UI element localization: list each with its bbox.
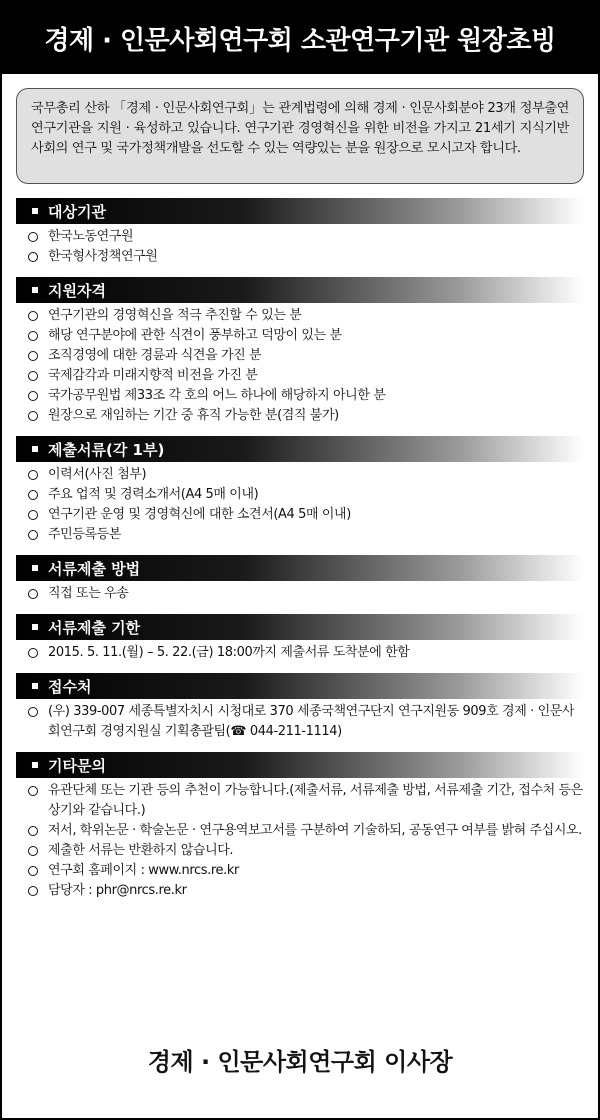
section-title: 지원자격 [48, 281, 106, 300]
circle-bullet-icon [28, 530, 38, 540]
circle-bullet-icon [28, 886, 38, 896]
square-bullet-icon [32, 208, 38, 214]
circle-bullet-icon [28, 371, 38, 381]
list-item [16, 643, 584, 663]
circle-bullet-icon [28, 510, 38, 520]
page-title: 경제 · 인문사회연구회 소관연구기관 원장초빙 [2, 2, 598, 74]
list-item [16, 386, 584, 406]
item-text: (우) 339-007 세종특별자치시 시청대로 370 세종국책연구단지 연구지원동 909호 경제 · 인문사회연구회 경영지원실 기획총괄팀(☎ 044-211-1114) [48, 704, 575, 739]
signature: 경제 · 인문사회연구회 이사장 [147, 1048, 453, 1076]
item-text: 직접 또는 우송 [48, 586, 129, 601]
square-bullet-icon [32, 565, 38, 571]
circle-bullet-icon [28, 470, 38, 480]
item-text: 국가공무원법 제33조 각 호의 어느 하나에 해당하지 아니한 분 [48, 388, 386, 403]
section-submission-method [16, 555, 584, 604]
list-item [16, 881, 584, 901]
section-title: 기타문의 [48, 756, 106, 775]
list-item [16, 781, 584, 821]
circle-bullet-icon [28, 252, 38, 262]
circle-bullet-icon [28, 846, 38, 856]
circle-bullet-icon [28, 826, 38, 836]
circle-bullet-icon [28, 786, 38, 796]
section-documents [16, 436, 584, 545]
list-item [16, 346, 584, 366]
item-text: 유관단체 또는 기관 등의 추천이 가능합니다.(제출서류, 서류제출 방법, 서류제출 기간, 접수처 등은 상기와 같습니다.) [48, 783, 583, 818]
list-item [16, 861, 584, 881]
item-text: 조직경영에 대한 경륜과 식견을 가진 분 [48, 348, 262, 363]
circle-bullet-icon [28, 331, 38, 341]
section-target-institutions [16, 198, 584, 267]
item-text: 주요 업적 및 경력소개서(A4 5매 이내) [48, 487, 259, 502]
list-item [16, 485, 584, 505]
item-list [16, 224, 584, 267]
item-text: 한국형사정책연구원 [48, 249, 158, 264]
item-text: 국제감각과 미래지향적 비전을 가진 분 [48, 368, 258, 383]
item-text: 한국노동연구원 [48, 229, 134, 244]
circle-bullet-icon [28, 648, 38, 658]
item-text: 해당 연구분야에 관한 식견이 풍부하고 덕망이 있는 분 [48, 328, 342, 343]
item-text: 2015. 5. 11.(월) – 5. 22.(금) 18:00까지 제출서류 도착분에 한함 [48, 645, 410, 660]
section-header [16, 555, 584, 581]
circle-bullet-icon [28, 232, 38, 242]
item-text: 제출한 서류는 반환하지 않습니다. [48, 843, 234, 858]
circle-bullet-icon [28, 311, 38, 321]
item-text: 저서, 학위논문 · 학술논문 · 연구용역보고서를 구분하여 기술하되, 공동연구 여부를 밝혀 주십시오. [48, 823, 582, 838]
circle-bullet-icon [28, 707, 38, 717]
square-bullet-icon [32, 762, 38, 768]
list-item [16, 841, 584, 861]
list-item [16, 326, 584, 346]
list-item [16, 406, 584, 426]
item-text: 이력서(사진 첨부) [48, 467, 147, 482]
item-text: 원장으로 재임하는 기간 중 휴직 가능한 분(겸직 불가) [48, 408, 339, 423]
item-text: 연구기관의 경영혁신을 적극 추진할 수 있는 분 [48, 308, 302, 323]
list-item [16, 702, 584, 742]
item-list [16, 778, 584, 901]
list-item [16, 821, 584, 841]
list-item [16, 366, 584, 386]
item-text: 연구회 홈페이지 : www.nrcs.re.kr [48, 863, 239, 878]
section-qualifications [16, 277, 584, 426]
section-header [16, 436, 584, 462]
square-bullet-icon [32, 446, 38, 452]
square-bullet-icon [32, 683, 38, 689]
circle-bullet-icon [28, 351, 38, 361]
list-item [16, 505, 584, 525]
list-item [16, 465, 584, 485]
item-list [16, 699, 584, 742]
square-bullet-icon [32, 287, 38, 293]
section-submission-deadline [16, 614, 584, 663]
list-item [16, 525, 584, 545]
item-list [16, 581, 584, 604]
circle-bullet-icon [28, 391, 38, 401]
section-title: 서류제출 기한 [48, 618, 141, 637]
section-header [16, 614, 584, 640]
section-header [16, 198, 584, 224]
square-bullet-icon [32, 624, 38, 630]
section-title: 대상기관 [48, 202, 106, 221]
circle-bullet-icon [28, 411, 38, 421]
section-title: 서류제출 방법 [48, 559, 141, 578]
item-list [16, 462, 584, 545]
sections-container [2, 198, 598, 901]
item-text: 연구기관 운영 및 경영혁신에 대한 소견서(A4 5매 이내) [48, 507, 351, 522]
section-header [16, 277, 584, 303]
item-text: 담당자 : phr@nrcs.re.kr [48, 883, 187, 898]
intro-box: 국무총리 산하 「경제 · 인문사회연구회」는 관계법령에 의해 경제 · 인문사회분야 23개 정부출연연구기관을 지원 · 육성하고 있습니다. 연구기관 경영혁신을 위한 비전을 가지고 21세기 지식기반사회의 연구 및 국가정책개발을 선도할 수 있는 역량있는 분을 원장으로 모시고자 합니다. [16, 88, 584, 184]
list-item [16, 584, 584, 604]
circle-bullet-icon [28, 866, 38, 876]
circle-bullet-icon [28, 490, 38, 500]
item-text: 주민등록등본 [48, 527, 121, 542]
section-reception [16, 673, 584, 742]
section-other-inquiries [16, 752, 584, 901]
item-list [16, 303, 584, 426]
list-item [16, 227, 584, 247]
item-list [16, 640, 584, 663]
list-item [16, 247, 584, 267]
section-title: 제출서류(각 1부) [48, 440, 165, 459]
circle-bullet-icon [28, 589, 38, 599]
section-header [16, 752, 584, 778]
list-item [16, 306, 584, 326]
section-title: 접수처 [48, 677, 92, 696]
section-header [16, 673, 584, 699]
